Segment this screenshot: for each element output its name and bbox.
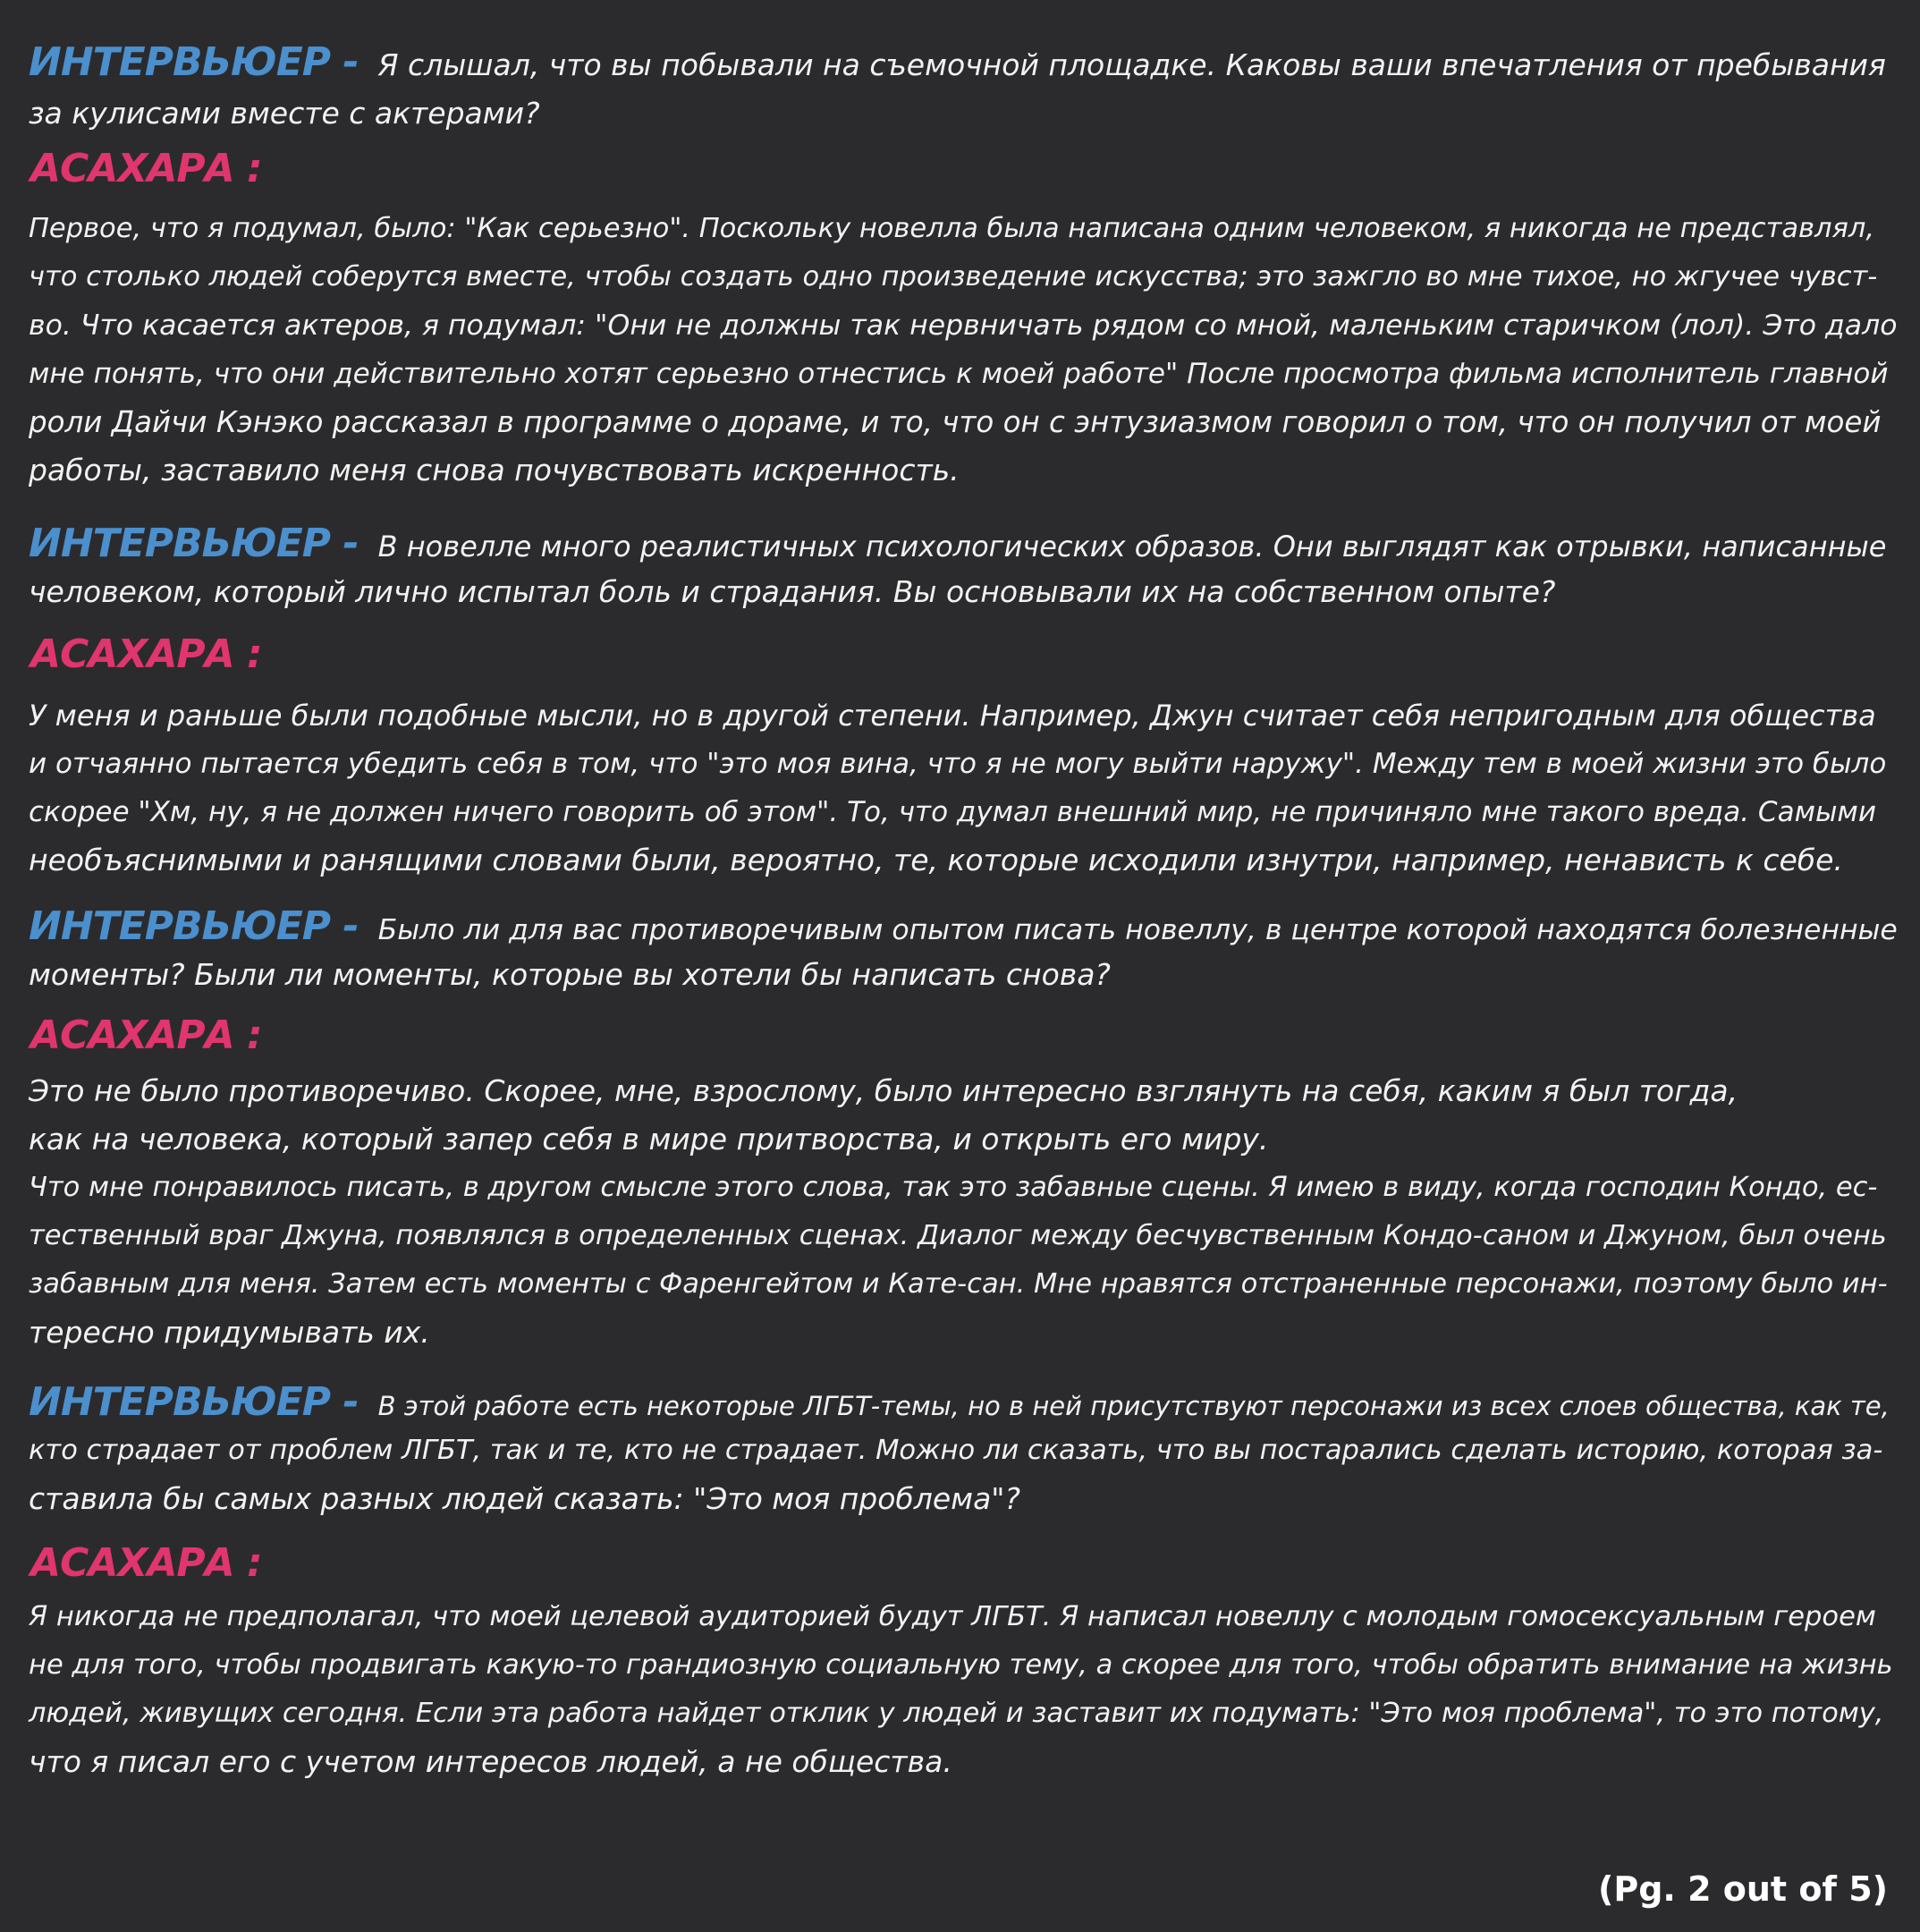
question-line: ИНТЕРВЬЮЕР - Было ли для вас противоречивым опытом писать новеллу, в центре которой находятся болезненные bbox=[29, 903, 1898, 949]
answer-line: что я писал его с учетом интересов людей, а не общества. bbox=[29, 1744, 952, 1779]
answer-line: забавным для меня. Затем есть моменты с Фаренгейтом и Кате-сан. Мне нравятся отстраненные персонажи, поэтому было ин- bbox=[29, 1268, 1888, 1300]
answer-line: необъяснимыми и ранящими словами были, вероятно, те, которые исходили изнутри, например, ненависть к себе. bbox=[29, 843, 1843, 877]
answer-line: У меня и раньше были подобные мысли, но в другой степени. Например, Джун считает себя непригодным для общества bbox=[29, 699, 1876, 733]
answer-line: роли Дайчи Кэнэко рассказал в программе о дораме, и то, что он с энтузиазмом говорил о том, что он получил от моей bbox=[29, 405, 1882, 439]
answer-line: Первое, что я подумал, было: "Как серьезно". Поскольку новелла была написана одним человеком, я никогда не представлял, bbox=[29, 213, 1875, 244]
asahara-label: АСАХАРА : bbox=[30, 1540, 262, 1586]
asahara-label: АСАХАРА : bbox=[30, 146, 262, 191]
answer-line: что столько людей соберутся вместе, чтобы создать одно произведение искусства; это зажгло во мне тихое, но жгучее чувст- bbox=[29, 261, 1878, 292]
answer-line: тересно придумывать их. bbox=[29, 1315, 430, 1350]
answer-line: Я никогда не предполагал, что моей целевой аудиторией будут ЛГБТ. Я написал новеллу с молодым гомосексуальным героем bbox=[29, 1601, 1876, 1632]
interviewer-label: ИНТЕРВЬЮЕР - bbox=[29, 903, 359, 949]
question-line: ИНТЕРВЬЮЕР - В этой работе есть некоторые ЛГБТ-темы, но в ней присутствуют персонажи из всех слоев общества, как те, bbox=[29, 1379, 1890, 1425]
answer-line: тественный враг Джуна, появлялся в определенных сценах. Диалог между бесчувственным Кондо-саном и Джуном, был очень bbox=[29, 1220, 1887, 1251]
page-number: (Pg. 2 out of 5) bbox=[1598, 1869, 1888, 1909]
question-line: ставила бы самых разных людей сказать: "Это моя проблема"? bbox=[29, 1481, 1020, 1516]
question-line: кто страдает от проблем ЛГБТ, так и те, кто не страдает. Можно ли сказать, что вы постарались сделать историю, которая за- bbox=[29, 1435, 1883, 1466]
question-line: ИНТЕРВЬЮЕР - В новелле много реалистичных психологических образов. Они выглядят как отрывки, написанные bbox=[29, 521, 1887, 566]
answer-line: работы, заставило меня снова почувствовать искренность. bbox=[29, 453, 960, 487]
question-line: человеком, который лично испытал боль и страдания. Вы основывали их на собственном опыте? bbox=[29, 574, 1556, 609]
asahara-label: АСАХАРА : bbox=[30, 631, 262, 677]
interviewer-label: ИНТЕРВЬЮЕР - bbox=[29, 521, 359, 566]
interviewer-label: ИНТЕРВЬЮЕР - bbox=[29, 39, 359, 85]
answer-line: не для того, чтобы продвигать какую-то грандиозную социальную тему, а скорее для того, чтобы обратить внимание на жизнь bbox=[29, 1649, 1893, 1681]
answer-line: скорее "Хм, ну, я не должен ничего говорить об этом". То, что думал внешний мир, не причиняло мне такого вреда. Самыми bbox=[29, 796, 1876, 828]
answer-line: как на человека, который запер себя в мире притворства, и открыть его миру. bbox=[29, 1122, 1269, 1157]
answer-line: Это не было противоречиво. Скорее, мне, взрослому, было интересно взглянуть на себя, каким я был тогда, bbox=[29, 1073, 1738, 1108]
answer-line: людей, живущих сегодня. Если эта работа найдет отклик у людей и заставит их подумать: "Это моя проблема", то это потому, bbox=[29, 1698, 1884, 1729]
answer-line: и отчаянно пытается убедить себя в том, что "это моя вина, что я не могу выйти наружу". Между тем в моей жизни это было bbox=[29, 748, 1887, 780]
interviewer-label: ИНТЕРВЬЮЕР - bbox=[29, 1379, 359, 1425]
answer-line: мне понять, что они действительно хотят серьезно отнестись к моей работе" После просмотра фильма исполнитель главной bbox=[29, 358, 1889, 390]
answer-line: Что мне понравилось писать, в другом смысле этого слова, так это забавные сцены. Я имею в виду, когда господин Кондо, ес- bbox=[29, 1172, 1878, 1203]
question-line: моменты? Были ли моменты, которые вы хотели бы написать снова? bbox=[29, 957, 1111, 992]
asahara-label: АСАХАРА : bbox=[30, 1013, 262, 1058]
answer-line: во. Что касается актеров, я подумал: "Они не должны так нервничать рядом со мной, маленьким старичком (лол). Это дало bbox=[29, 309, 1898, 342]
question-line: за кулисами вместе с актерами? bbox=[29, 96, 540, 131]
question-line: ИНТЕРВЬЮЕР - Я слышал, что вы побывали на съемочной площадке. Каковы ваши впечатления от пребывания bbox=[29, 39, 1886, 85]
